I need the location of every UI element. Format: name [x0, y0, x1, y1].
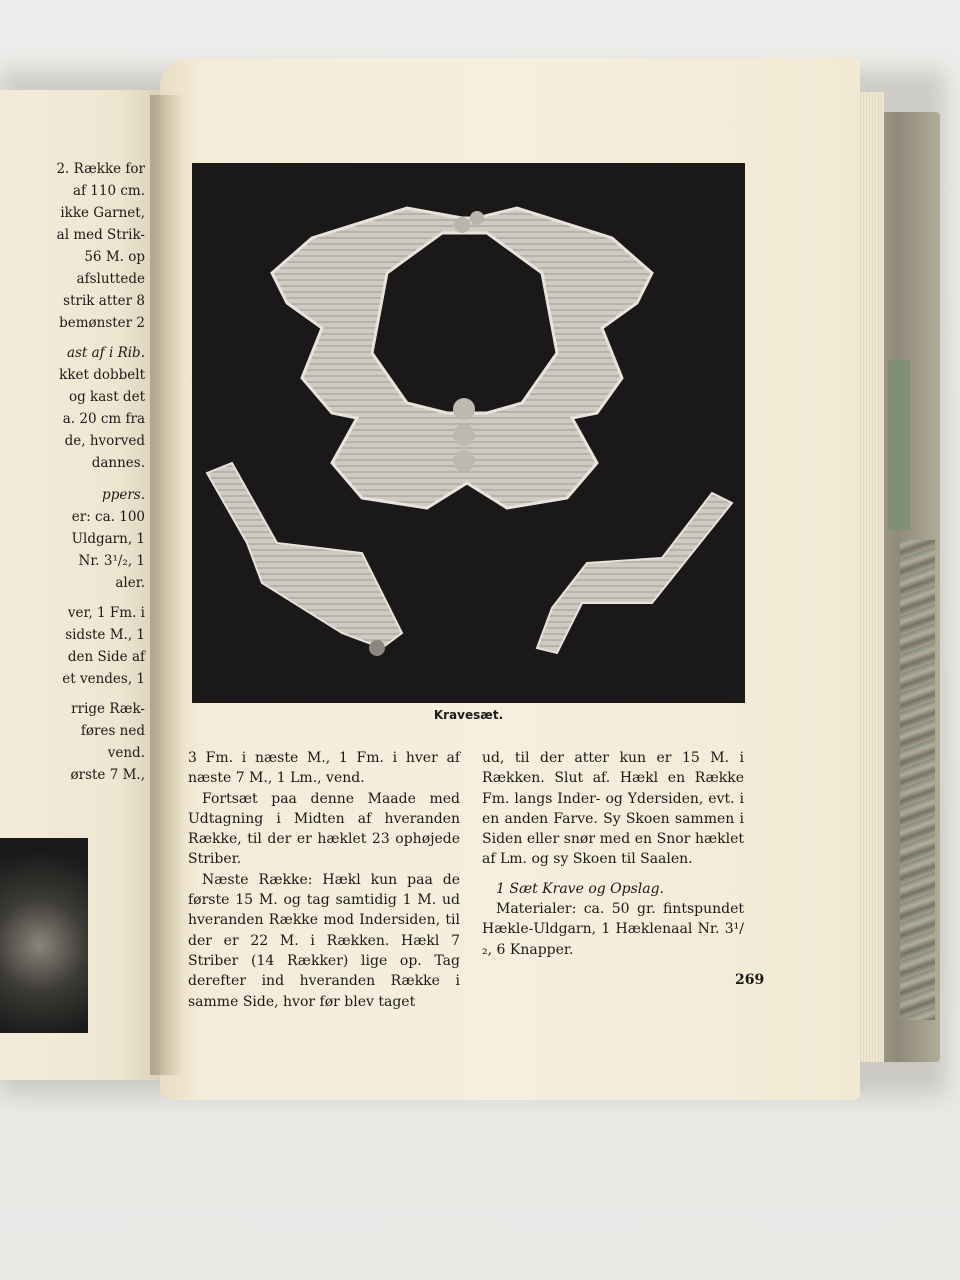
collar-photo — [192, 163, 745, 703]
left-page-line: er: ca. 100 — [71, 509, 145, 525]
left-page-line: 56 M. op — [84, 249, 145, 265]
left-page-line: aler. — [115, 575, 145, 591]
left-page-line: kket dobbelt — [59, 367, 145, 383]
cover-marble — [900, 540, 935, 1020]
left-page — [0, 90, 165, 1080]
left-page-line: Uldgarn, 1 — [71, 531, 145, 547]
left-page-line: vend. — [107, 745, 145, 761]
left-page-line: afsluttede — [76, 271, 145, 287]
photo-caption: Kravesæt. — [433, 708, 504, 722]
collar-button — [453, 450, 475, 472]
left-page-line: ver, 1 Fm. i — [67, 605, 145, 621]
collar-illustration — [192, 163, 745, 703]
collar-button — [453, 398, 475, 420]
left-page-line: rrige Ræk- — [71, 701, 145, 717]
left-page-line: Nr. 3¹/₂, 1 — [78, 553, 145, 569]
right-cuff — [537, 493, 732, 653]
collar-button — [453, 424, 475, 446]
paragraph: Næste Række: Hækl kun paa de første 15 M. og tag samtidig 1 M. ud hveranden Række mod Indersiden, til der er 22 M. i Rækken. Hækl 7 Striber (14 Rækker) lige op. Tag derefter ind hveranden Række i samme Side, hvor før blev taget — [188, 871, 460, 1010]
paragraph: 3 Fm. i næste M., 1 Fm. i hver af næste 7 M., 1 Lm., vend. — [188, 750, 460, 787]
left-page-line: af 110 cm. — [72, 183, 145, 199]
left-page-line: ast af i Rib. — [66, 345, 145, 361]
left-page-line: og kast det — [69, 389, 145, 405]
cuff-button — [369, 640, 385, 656]
left-page-line: a. 20 cm fra — [62, 411, 145, 427]
left-page-line: ppers. — [102, 487, 145, 503]
text-column-right — [482, 748, 744, 960]
left-page-line: ikke Garnet, — [60, 205, 145, 221]
left-page-line: dannes. — [91, 455, 145, 471]
left-page-line: den Side af — [67, 649, 145, 665]
text-column-left — [188, 748, 460, 1012]
page-number: 269 — [735, 972, 765, 988]
left-page-photo — [0, 838, 88, 1033]
collar-button — [454, 217, 470, 233]
paragraph: Materialer: ca. 50 gr. fintspundet Hækle-Uldgarn, 1 Hæklenaal Nr. 3¹/₂, 6 Knapper. — [482, 901, 744, 958]
paragraph: Fortsæt paa denne Maade med Udtagning i Midten af hveranden Række, til der er hæklet 23 ophøjede Striber. — [188, 790, 460, 868]
collar-button — [470, 211, 484, 225]
left-page-line: de, hvorved — [64, 433, 145, 449]
paragraph: ud, til der atter kun er 15 M. i Rækken. Slut af. Hækl en Række Fm. langs Inder- og Ydersiden, evt. i en anden Farve. Sy Skoen sammen i Siden eller snør med en Snor hæklet af Lm. og sy Skoen til Saalen. — [482, 750, 744, 868]
book-gutter — [150, 95, 182, 1075]
cover-strip — [888, 360, 910, 530]
left-page-line: sidste M., 1 — [65, 627, 145, 643]
left-page-line: et vendes, 1 — [62, 671, 145, 687]
left-page-line: ørste 7 M., — [70, 767, 145, 783]
left-page-line: 2. Række for — [56, 161, 145, 177]
section-heading: 1 Sæt Krave og Opslag. — [496, 880, 665, 897]
left-page-line: strik atter 8 — [63, 293, 145, 309]
left-page-line: bemønster 2 — [59, 315, 145, 331]
left-page-line: al med Strik- — [56, 227, 145, 243]
left-page-line: føres ned — [80, 723, 145, 739]
